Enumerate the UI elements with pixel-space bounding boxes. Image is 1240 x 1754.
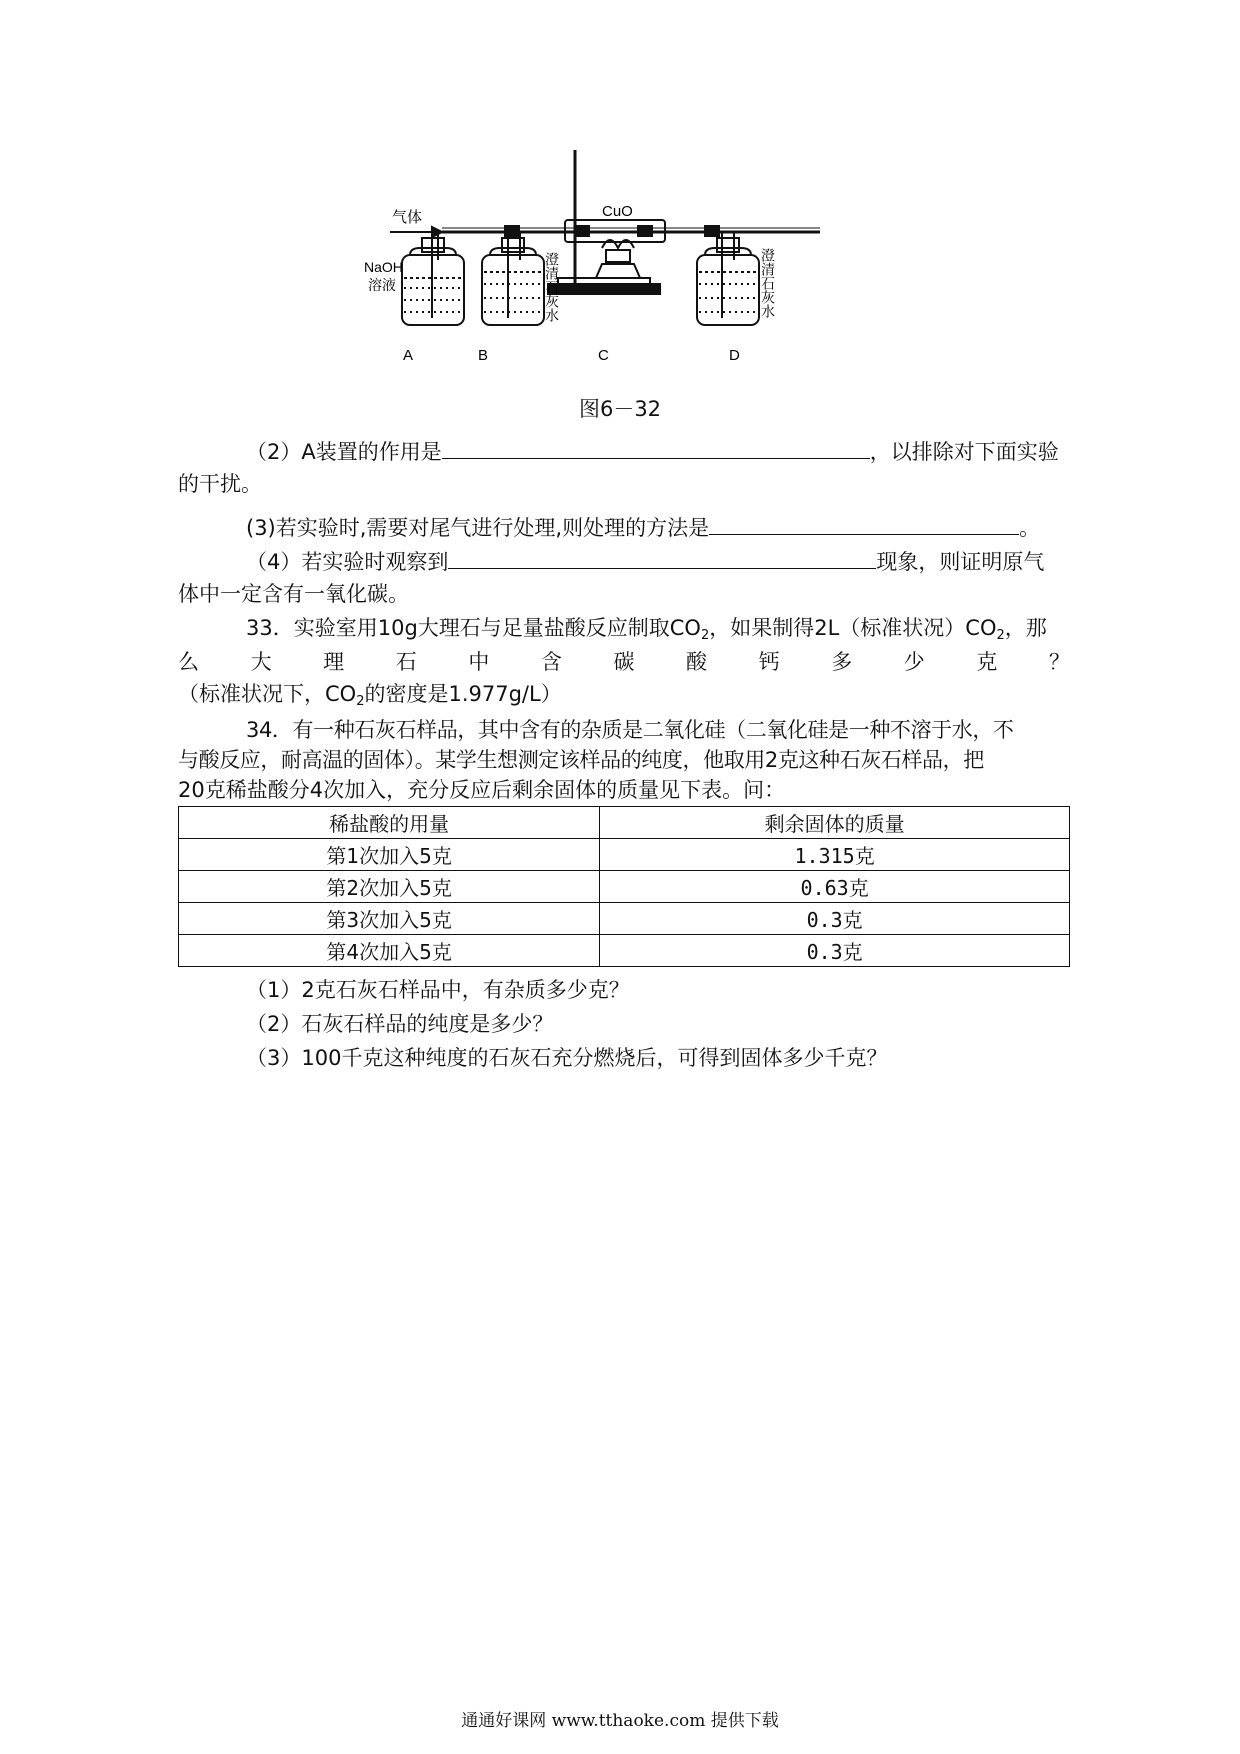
results-table [178,806,1070,967]
table-header: 剩余固体的质量 [600,807,1070,839]
table-row [179,871,1070,903]
table-cell: 第3次加入5克 [179,903,600,935]
table-cell: 0.63克 [600,871,1070,903]
q33-char: 克 [976,650,998,674]
table-cell: 1.315克 [600,839,1070,871]
question-34-line1: 34．有一种石灰石样品，其中含有的杂质是二氧化硅（二氧化硅是一种不溶于水，不 [246,718,1014,742]
q33-char: ？ [1048,650,1070,674]
table-cell: 第4次加入5克 [179,935,600,967]
question-34-line3: 20克稀盐酸分4次加入，充分反应后剩余固体的质量见下表。问： [178,778,786,802]
q33-char: 酸 [686,650,708,674]
question-33-line2 [178,648,1070,676]
q2-prefix: （2）A装置的作用是 [246,440,442,464]
q33-char: 多 [831,650,853,674]
table-header-row [179,807,1070,839]
q2-answer-blank[interactable] [442,436,870,459]
q4-answer-blank[interactable] [448,546,876,569]
figure-caption: 图6－32 [578,397,662,421]
question-2-line2: 的干扰。 [178,472,262,496]
question-3 [246,512,1138,542]
q33-subscript-1: 2 [700,628,710,643]
question-34-line2: 与酸反应，耐高温的固体）。某学生想测定该样品的纯度，他取用2克这种石灰石样品，把 [178,748,984,772]
table-cell: 0.3克 [600,903,1070,935]
footer: 通通好课网 www.tthaoke.com 提供下载 [461,1711,779,1731]
q33-char: 么 [178,650,199,674]
q33-char: 理 [323,650,345,674]
table-row [179,935,1070,967]
label-b: B [478,347,489,364]
q3-suffix: 。 [1019,516,1041,540]
bottle-d [697,232,759,325]
question-33 [246,614,1138,650]
q33-char: 大 [250,650,272,674]
q4-prefix: （4）若实验时观察到 [246,550,449,574]
naoh-label: NaOH [364,259,403,275]
bottle-b [482,232,544,325]
table-cell: 0.3克 [600,935,1070,967]
q33-text-3: ，那 [1004,616,1047,640]
question-4 [246,546,1138,576]
question-34-sub2: （2）石灰石样品的纯度是多少？ [246,1012,554,1036]
q3-prefix: (3)若实验时,需要对尾气进行处理,则处理的方法是 [246,516,710,540]
q3-answer-blank[interactable] [709,512,1019,535]
table-cell: 第2次加入5克 [179,871,600,903]
limewater-label-b: 澄清石灰水 [544,252,560,322]
label-a: A [403,347,414,364]
limewater-label-d: 澄清石灰水 [760,248,776,318]
q4-suffix: 现象，则证明原气 [876,550,1045,574]
q33-char: 少 [903,650,925,674]
question-2 [246,436,1138,466]
stand-c [548,150,665,294]
q33-subscript-2: 2 [996,628,1005,643]
cuo-label: CuO [602,203,633,220]
question-34-sub3: （3）100千克这种纯度的石灰石充分燃烧后，可得到固体多少千克？ [246,1046,888,1070]
q33-line3-text-1: （标准状况下，CO [178,682,357,706]
q33-line3-text-2: 的密度是1.977g/L） [364,682,562,706]
q33-char: 石 [395,650,417,674]
q33-text-1: 33．实验室用10g大理石与足量盐酸反应制取CO [246,616,701,640]
table-cell: 第1次加入5克 [179,839,600,871]
q33-char: 钙 [758,650,780,674]
q33-text-2: ，如果制得2L（标准状况）CO [709,616,997,640]
table-row [179,839,1070,871]
q33-char: 含 [540,650,562,674]
q33-line3-subscript: 2 [356,694,365,709]
naoh-label-2: 溶液 [368,277,396,293]
table-row [179,903,1070,935]
apparatus-figure [364,160,890,370]
label-c: C [598,347,609,364]
table-header: 稀盐酸的用量 [179,807,600,839]
q33-char: 中 [468,650,490,674]
gas-label: 气体 [392,209,423,226]
question-4-line2: 体中一定含有一氧化碳。 [178,582,409,606]
label-d: D [729,347,740,364]
question-34-sub1: （1）2克石灰石样品中，有杂质多少克？ [246,978,630,1002]
q33-char: 碳 [613,650,635,674]
question-33-line3 [178,680,1070,716]
bottle-a [402,232,464,325]
q2-suffix: ，以排除对下面实验 [869,440,1059,464]
